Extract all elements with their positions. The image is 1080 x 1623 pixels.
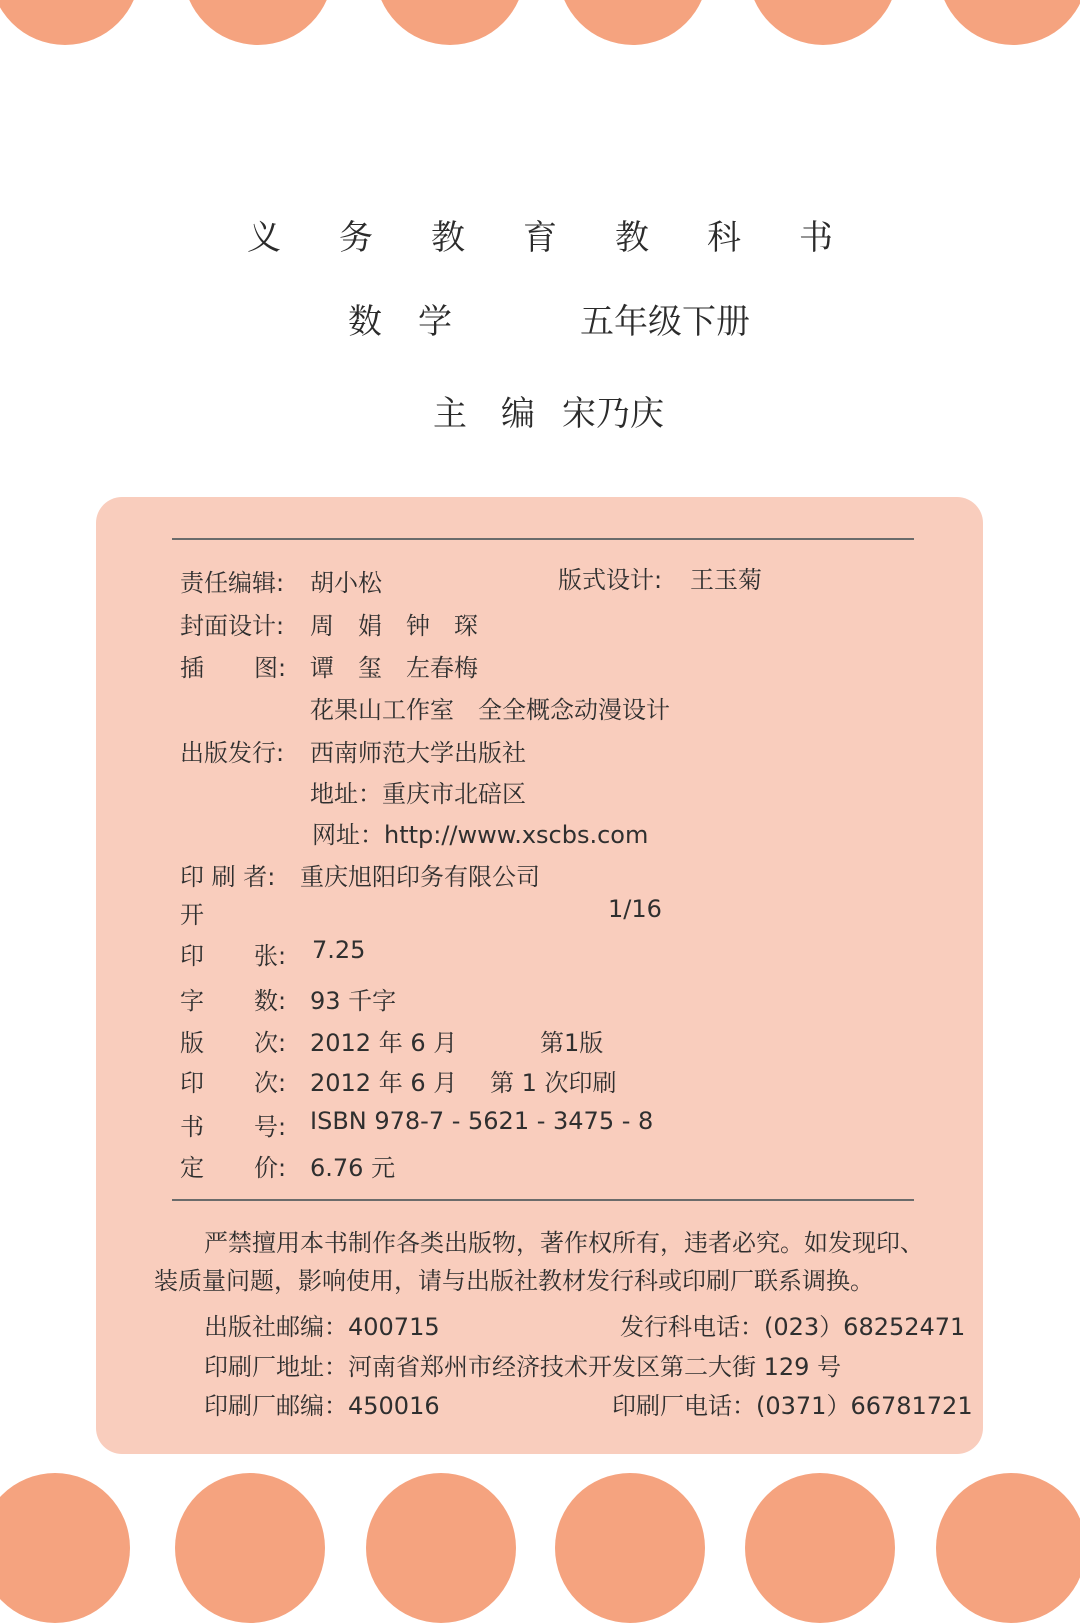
notice-line: 装质量问题，影响使用，请与出版社教材发行科或印刷厂联系调换。 [154, 1267, 874, 1295]
printer-phone: 印刷厂电话：(0371）66781721 [612, 1392, 973, 1420]
printing-label-char: 印 [180, 1069, 204, 1097]
cover-design-row [96, 606, 983, 638]
notice-line: 严禁擅用本书制作各类出版物，著作权所有，违者必究。如发现印、 [204, 1229, 924, 1257]
edition-date: 2012 年 6 月 [310, 1029, 458, 1057]
edition-row [96, 1023, 983, 1055]
decorative-dot [183, 0, 333, 45]
decorative-dot [745, 1473, 895, 1623]
responsible-editor-row [96, 563, 983, 595]
copyright-notice [154, 1224, 954, 1300]
printer-row [96, 857, 983, 889]
cover-design-label: 封面设计: [180, 612, 285, 640]
edition-label-char: 版 [180, 1029, 204, 1057]
grade-label: 五年级下册 [580, 302, 750, 342]
printer-label: 印 刷 者: [180, 863, 276, 891]
printer-value: 重庆旭阳印务有限公司 [300, 863, 540, 891]
illustration-label-char: 图: [254, 654, 287, 682]
colophon-card [96, 497, 983, 1454]
address-row [96, 774, 983, 806]
responsible-editor-label: 责任编辑: [180, 569, 285, 597]
series-char: 育 [523, 218, 557, 258]
decorative-dot [175, 1473, 325, 1623]
edition-value: 第1版 [540, 1029, 604, 1057]
subject-line [0, 294, 1080, 343]
illustration-value-2: 花果山工作室 全全概念动漫设计 [310, 696, 670, 724]
illustration-row-2 [96, 690, 983, 722]
series-char: 教 [615, 218, 649, 258]
publisher-label: 出版发行: [180, 739, 285, 767]
illustration-row [96, 648, 983, 680]
word-count-label-char: 字 [180, 987, 204, 1015]
word-count-label-char: 数: [254, 987, 287, 1015]
illustration-label-char: 插 [180, 654, 204, 682]
price-row [96, 1148, 983, 1180]
printing-value: 第 1 次印刷 [490, 1069, 617, 1097]
series-char: 务 [339, 218, 373, 258]
format-value: 1/16 [608, 895, 662, 923]
sheets-label-char: 张: [254, 942, 287, 970]
decorative-dot [555, 1473, 705, 1623]
series-char: 科 [707, 218, 741, 258]
format-row [96, 895, 983, 927]
decorative-dot [936, 1473, 1080, 1623]
decorative-dot [366, 1473, 516, 1623]
word-count-row [96, 981, 983, 1013]
subject-char: 学 [418, 302, 452, 342]
decorative-dot [558, 0, 708, 45]
edition-label-char: 次: [254, 1029, 287, 1057]
printing-row [96, 1063, 983, 1095]
publisher-postcode: 出版社邮编：400715 [204, 1313, 440, 1341]
printer-address: 印刷厂地址：河南省郑州市经济技术开发区第二大街 129 号 [204, 1353, 842, 1381]
chief-editor-name: 宋乃庆 [562, 394, 664, 434]
decorative-dot [0, 0, 140, 45]
subject-char: 数 [348, 302, 382, 342]
isbn-label-char: 号: [254, 1113, 287, 1141]
publisher-website: 网址：http://www.xscbs.com [312, 821, 649, 849]
publisher-address: 地址：重庆市北碚区 [310, 780, 526, 808]
series-char: 教 [431, 218, 465, 258]
series-char: 义 [247, 218, 281, 258]
printing-date: 2012 年 6 月 [310, 1069, 458, 1097]
printing-label-char: 次: [254, 1069, 287, 1097]
price-label-char: 定 [180, 1154, 204, 1182]
chief-editor-line [0, 386, 1080, 435]
divider [172, 538, 914, 540]
series-char: 书 [799, 218, 833, 258]
responsible-editor-value: 胡小松 [310, 569, 382, 597]
word-count-value: 93 千字 [310, 987, 397, 1015]
decorative-dot [375, 0, 525, 45]
illustration-value: 谭 玺 左春梅 [310, 654, 478, 682]
isbn-label-char: 书 [180, 1113, 204, 1141]
decorative-dot [748, 0, 898, 45]
isbn-value: ISBN 978-7 - 5621 - 3475 - 8 [310, 1107, 654, 1135]
cover-design-value: 周 娟 钟 琛 [310, 612, 478, 640]
sheets-row [96, 936, 983, 968]
series-title [0, 210, 1080, 259]
printer-postcode: 印刷厂邮编：450016 [204, 1392, 440, 1420]
sheets-label-char: 印 [180, 942, 204, 970]
price-label-char: 价: [254, 1154, 287, 1182]
chief-editor-label-char: 主 [433, 394, 467, 434]
decorative-dot [0, 1473, 130, 1623]
decorative-dot [938, 0, 1080, 45]
price-value: 6.76 元 [310, 1154, 396, 1182]
layout-design-label: 版式设计: [558, 566, 663, 594]
publisher-row [96, 733, 983, 765]
publisher-value: 西南师范大学出版社 [310, 739, 526, 767]
layout-design-value: 王玉菊 [690, 566, 762, 594]
isbn-row [96, 1107, 983, 1139]
sheets-value: 7.25 [312, 936, 366, 964]
website-row [96, 815, 983, 847]
chief-editor-label-char: 编 [501, 394, 535, 434]
divider [172, 1199, 914, 1201]
distribution-phone: 发行科电话：(023）68252471 [620, 1313, 966, 1341]
format-label: 开 [180, 901, 204, 929]
